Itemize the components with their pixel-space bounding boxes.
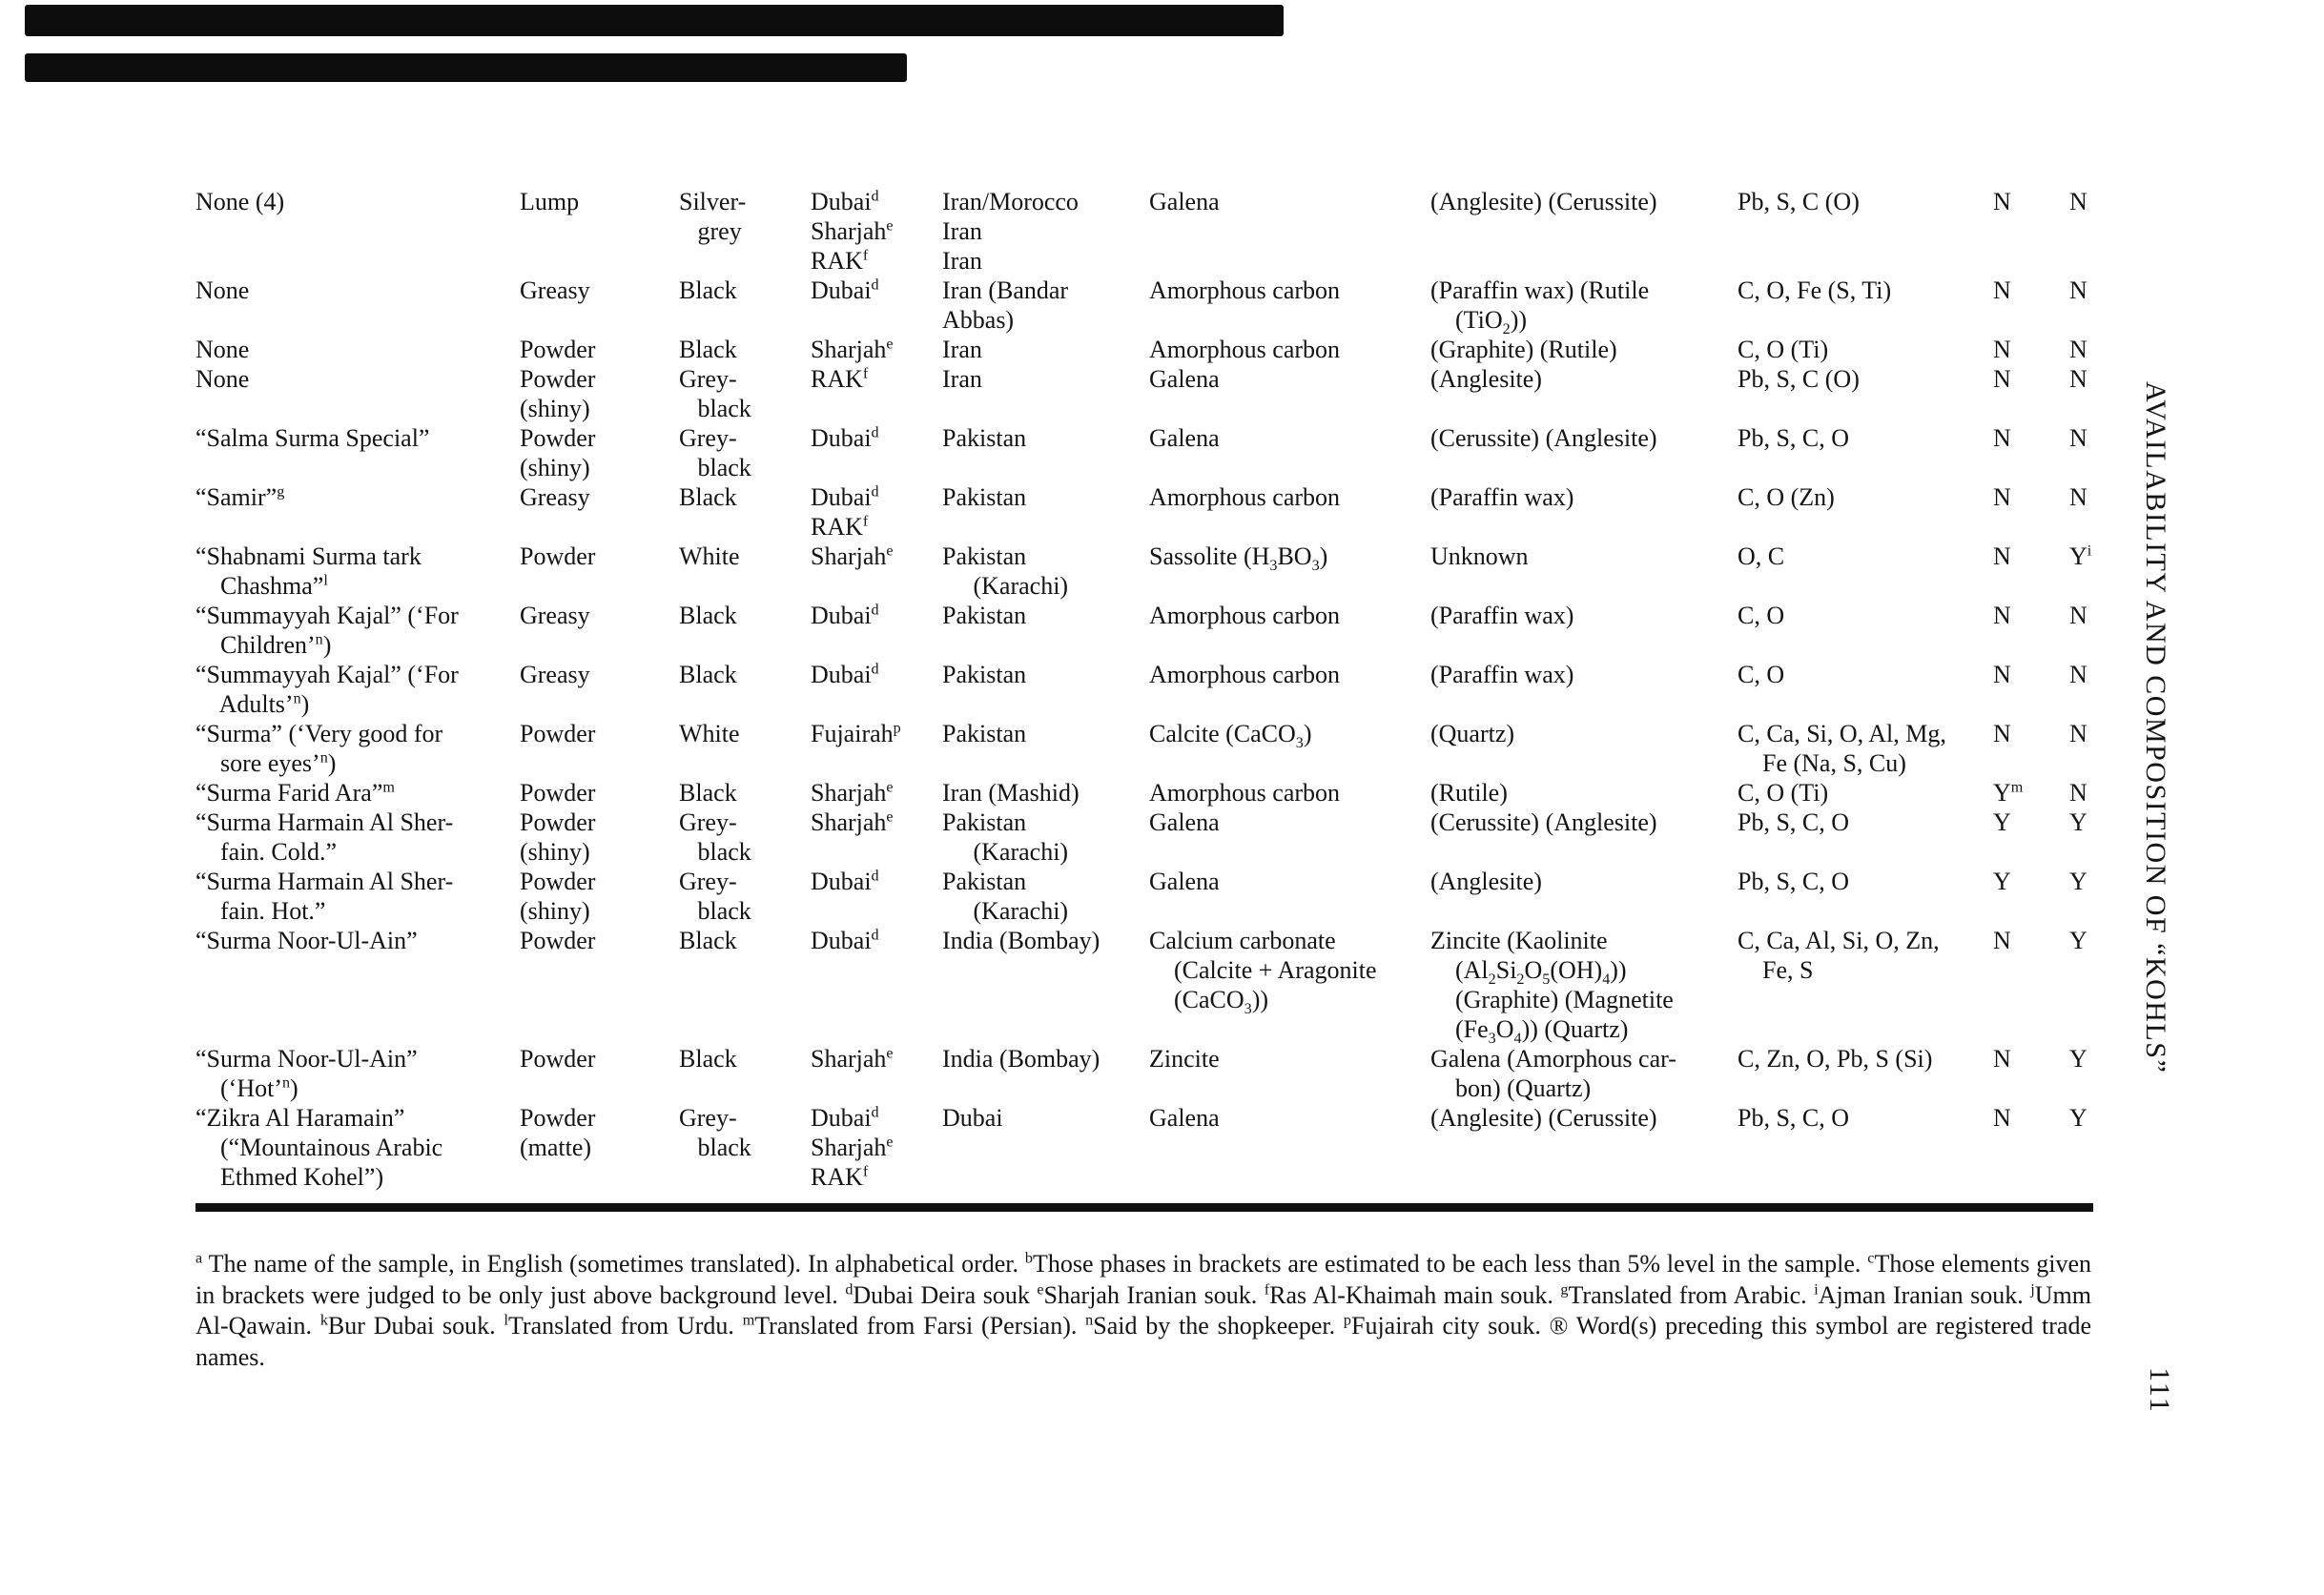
cell-source: Dubai$^d$ RAK$^f$ (811, 483, 879, 541)
cell-colour: Black (679, 927, 737, 954)
cell-flag2: N (2069, 779, 2087, 807)
cell-form: Powder (520, 927, 596, 954)
table-row (195, 187, 2127, 276)
cell-flag2: Y (2069, 808, 2087, 836)
cell-minor_phases: (Anglesite) (Cerussite) (1430, 1104, 1657, 1132)
table-row (195, 926, 2127, 1048)
cell-origin: Iran (942, 365, 982, 393)
cell-flag1: N (1993, 661, 2011, 688)
cell-flag1: N (1993, 1104, 2011, 1132)
cell-minor_phases: (Rutile) (1430, 779, 1508, 807)
cell-flag1: N (1993, 542, 2011, 570)
cell-flag1: N (1993, 188, 2011, 215)
cell-source: Fujairah$^p$ (811, 720, 901, 747)
table-row (195, 867, 2127, 926)
cell-origin: Pakistan (Karachi) (942, 868, 1069, 925)
cell-origin: Iran (942, 336, 982, 363)
table-row (195, 1103, 2127, 1192)
cell-flag1: $Y^m$ (1993, 779, 2024, 807)
cell-origin: India (Bombay) (942, 1045, 1100, 1073)
cell-elements: C, O (Ti) (1738, 779, 1829, 807)
cell-colour: Grey- black (679, 868, 751, 925)
cell-name: “Surma Harmain Al Sher- fain. Cold.” (195, 808, 454, 866)
cell-name: “Summayyah Kajal” (‘For Adults’$^n$) (195, 661, 459, 718)
cell-source: Sharjah$^e$ (811, 1045, 894, 1073)
cell-major_phase: Galena (1149, 424, 1220, 452)
cell-elements: C, O (1738, 602, 1785, 629)
cell-elements: Pb, S, C, O (1738, 1104, 1850, 1132)
cell-colour: Black (679, 661, 737, 688)
cell-minor_phases: Unknown (1430, 542, 1529, 570)
cell-name: “Summayyah Kajal” (‘For Children’$^n$) (195, 602, 459, 659)
cell-minor_phases: Zincite (Kaolinite $(Al_2Si_2O_5(OH)_4)$) (Graphite) (Magnetite $(Fe_3O_4)$) (Quartz) (1430, 927, 1674, 1048)
cell-elements: C, Ca, Al, Si, O, Zn, Fe, S (1738, 927, 1940, 984)
cell-major_phase: Sassolite $(H_3BO_3)$ (1149, 542, 1328, 575)
cell-flag2: N (2069, 483, 2087, 511)
cell-elements: Pb, S, C (O) (1738, 365, 1860, 393)
cell-source: Dubai$^d$ Sharjah$^e$ RAK$^f$ (811, 188, 894, 275)
table-row (195, 719, 2127, 778)
cell-minor_phases: (Cerussite) (Anglesite) (1430, 424, 1657, 452)
cell-form: Powder (520, 1045, 596, 1073)
cell-major_phase: Amorphous carbon (1149, 336, 1341, 363)
cell-flag1: N (1993, 336, 2011, 363)
cell-flag1: N (1993, 720, 2011, 747)
cell-name: “Surma Noor-Ul-Ain” (‘Hot’$^n$) (195, 1045, 418, 1102)
cell-major_phase: Galena (1149, 188, 1220, 215)
cell-flag2: N (2069, 424, 2087, 452)
cell-major_phase: Galena (1149, 808, 1220, 836)
cell-name: None (4) (195, 188, 285, 215)
cell-name: None (195, 336, 250, 363)
table-row (195, 423, 2127, 482)
cell-form: Powder (520, 720, 596, 747)
cell-colour: Black (679, 779, 737, 807)
cell-flag2: N (2069, 720, 2087, 747)
cell-name: “Zikra Al Haramain” (“Mountainous Arabic Ethmed Kohel”) (195, 1104, 443, 1191)
table-row (195, 808, 2127, 867)
cell-name: “Surma Harmain Al Sher- fain. Hot.” (195, 868, 454, 925)
cell-source: Sharjah$^e$ (811, 542, 894, 570)
cell-form: Powder (shiny) (520, 808, 596, 866)
cell-flag2: Y (2069, 927, 2087, 954)
cell-flag2: N (2069, 336, 2087, 363)
cell-colour: Black (679, 1045, 737, 1073)
cell-flag2: N (2069, 602, 2087, 629)
cell-major_phase: Galena (1149, 1104, 1220, 1132)
table-bottom-rule (195, 1203, 2093, 1212)
cell-flag1: N (1993, 424, 2011, 452)
cell-form: Greasy (520, 602, 590, 629)
cell-name: “Surma” (‘Very good for sore eyes’$^n$) (195, 720, 443, 777)
cell-flag2: Y (2069, 1104, 2087, 1132)
table-row (195, 276, 2127, 338)
cell-major_phase: Amorphous carbon (1149, 602, 1341, 629)
cell-source: Dubai$^d$ (811, 276, 879, 304)
cell-minor_phases: Galena (Amorphous car- bon) (Quartz) (1430, 1045, 1676, 1102)
cell-origin: Pakistan (942, 661, 1027, 688)
cell-minor_phases: (Anglesite) (1430, 365, 1542, 393)
cell-major_phase: Amorphous carbon (1149, 483, 1341, 511)
cell-form: Powder (520, 336, 596, 363)
cell-source: Sharjah$^e$ (811, 779, 894, 807)
cell-minor_phases: (Paraffin wax) (1430, 483, 1574, 511)
cell-colour: Grey- black (679, 808, 751, 866)
cell-colour: Black (679, 336, 737, 363)
cell-form: Powder (shiny) (520, 868, 596, 925)
table-row (195, 542, 2127, 601)
cell-source: RAK$^f$ (811, 365, 869, 393)
cell-colour: Grey- black (679, 424, 751, 481)
cell-major_phase: Galena (1149, 868, 1220, 895)
cell-elements: C, O, Fe (S, Ti) (1738, 276, 1892, 304)
cell-minor_phases: (Anglesite) (1430, 868, 1542, 895)
cell-major_phase: Amorphous carbon (1149, 276, 1341, 304)
cell-form: Lump (520, 188, 580, 215)
cell-source: Dubai$^d$ (811, 927, 879, 954)
table-row (195, 1044, 2127, 1103)
cell-colour: Black (679, 276, 737, 304)
scan-artifact-bar-second (25, 53, 907, 82)
cell-major_phase: Zincite (1149, 1045, 1220, 1073)
cell-elements: Pb, S, C, O (1738, 424, 1850, 452)
table-row (195, 601, 2127, 660)
cell-colour: White (679, 542, 740, 570)
cell-major_phase: Galena (1149, 365, 1220, 393)
cell-major_phase: Calcium carbonate (Calcite + Aragonite (CaCO$_3$)) (1149, 927, 1377, 1018)
cell-colour: Black (679, 483, 737, 511)
cell-flag1: N (1993, 1045, 2011, 1073)
cell-source: Dubai$^d$ Sharjah$^e$ RAK$^f$ (811, 1104, 894, 1191)
cell-form: Powder (520, 542, 596, 570)
cell-minor_phases: (Paraffin wax) (1430, 661, 1574, 688)
cell-flag2: N (2069, 188, 2087, 215)
cell-form: Powder (shiny) (520, 424, 596, 481)
cell-flag2: Y (2069, 868, 2087, 895)
running-title-vertical: AVAILABILITY AND COMPOSITION OF “KOHLS” (2140, 381, 2171, 1074)
cell-flag1: N (1993, 927, 2011, 954)
cell-major_phase: Calcite (CaCO$_3$) (1149, 720, 1312, 752)
cell-minor_phases: (Anglesite) (Cerussite) (1430, 188, 1657, 215)
cell-colour: White (679, 720, 740, 747)
cell-elements: C, O (1738, 661, 1785, 688)
cell-name: “Shabnami Surma tark Chashma”$^l$ (195, 542, 422, 600)
scan-artifact-bar-top (25, 5, 1284, 36)
cell-elements: C, O (Ti) (1738, 336, 1829, 363)
cell-source: Dubai$^d$ (811, 424, 879, 452)
cell-flag1: Y (1993, 868, 2011, 895)
table-row (195, 482, 2127, 542)
cell-flag2: N (2069, 276, 2087, 304)
cell-flag2: $Y^i$ (2069, 542, 2092, 570)
cell-flag2: N (2069, 661, 2087, 688)
cell-colour: Black (679, 602, 737, 629)
table-footnotes: $^a$ The name of the sample, in English (sometimes translated). In alphabetical order. $^b$Those phases in brackets are estimated to be each less than 5% level in the sample. $^c$Those elements given in brackets were judged to be only just above background level. $^d$Dubai Deira souk $^e$Sharjah Iranian souk. $^f$Ras Al-Khaimah main souk. $^g$Translated from Arabic. $^i$Ajman Iranian souk. $^j$Umm Al-Qawain. $^k$Bur Dubai souk. $^l$Translated from Urdu. $^m$Translated from Farsi (Persian). $^n$Said by the shopkeeper. $^p$Fujairah city souk. ® Word(s) preceding this symbol are registered trade names. (195, 1250, 2092, 1371)
cell-source: Sharjah$^e$ (811, 336, 894, 363)
cell-minor_phases: (Paraffin wax) (Rutile (TiO$_2$)) (1430, 276, 1650, 338)
cell-flag2: Y (2069, 1045, 2087, 1073)
table-row (195, 660, 2127, 719)
cell-form: Powder (shiny) (520, 365, 596, 422)
cell-elements: C, Ca, Si, O, Al, Mg, Fe (Na, S, Cu) (1738, 720, 1946, 777)
cell-elements: C, O (Zn) (1738, 483, 1835, 511)
cell-origin: Pakistan (942, 483, 1027, 511)
cell-major_phase: Amorphous carbon (1149, 779, 1341, 807)
cell-form: Greasy (520, 483, 590, 511)
cell-colour: Grey- black (679, 365, 751, 422)
cell-form: Powder (520, 779, 596, 807)
cell-flag1: N (1993, 483, 2011, 511)
cell-elements: O, C (1738, 542, 1785, 570)
cell-origin: Pakistan (Karachi) (942, 808, 1069, 866)
cell-form: Greasy (520, 661, 590, 688)
cell-origin: India (Bombay) (942, 927, 1100, 954)
cell-minor_phases: (Graphite) (Rutile) (1430, 336, 1617, 363)
cell-flag1: N (1993, 365, 2011, 393)
cell-elements: Pb, S, C (O) (1738, 188, 1860, 215)
cell-elements: Pb, S, C, O (1738, 808, 1850, 836)
table-row (195, 364, 2127, 423)
cell-origin: Pakistan (942, 602, 1027, 629)
cell-form: Powder (matte) (520, 1104, 596, 1161)
cell-minor_phases: (Quartz) (1430, 720, 1515, 747)
cell-flag1: N (1993, 276, 2011, 304)
cell-name: “Surma Farid Ara”$^m$ (195, 779, 395, 807)
cell-source: Dubai$^d$ (811, 661, 879, 688)
cell-origin: Dubai (942, 1104, 1003, 1132)
cell-origin: Iran (Bandar Abbas) (942, 276, 1069, 334)
cell-flag1: N (1993, 602, 2011, 629)
cell-elements: C, Zn, O, Pb, S (Si) (1738, 1045, 1933, 1073)
cell-name: “Salma Surma Special” (195, 424, 430, 452)
cell-source: Dubai$^d$ (811, 868, 879, 895)
cell-flag1: Y (1993, 808, 2011, 836)
cell-minor_phases: (Paraffin wax) (1430, 602, 1574, 629)
cell-minor_phases: (Cerussite) (Anglesite) (1430, 808, 1657, 836)
cell-colour: Grey- black (679, 1104, 751, 1161)
cell-origin: Pakistan (942, 720, 1027, 747)
cell-source: Sharjah$^e$ (811, 808, 894, 836)
table-row (195, 778, 2127, 808)
cell-name: “Surma Noor-Ul-Ain” (195, 927, 418, 954)
cell-colour: Silver- grey (679, 188, 747, 245)
cell-origin: Iran (Mashid) (942, 779, 1080, 807)
page-number: 111 (2144, 1367, 2175, 1414)
cell-major_phase: Amorphous carbon (1149, 661, 1341, 688)
cell-origin: Iran/Morocco Iran Iran (942, 188, 1079, 275)
table-row (195, 335, 2127, 364)
cell-origin: Pakistan (Karachi) (942, 542, 1069, 600)
cell-flag2: N (2069, 365, 2087, 393)
cell-name: None (195, 365, 250, 393)
cell-elements: Pb, S, C, O (1738, 868, 1850, 895)
cell-name: None (195, 276, 250, 304)
cell-origin: Pakistan (942, 424, 1027, 452)
cell-form: Greasy (520, 276, 590, 304)
cell-source: Dubai$^d$ (811, 602, 879, 629)
cell-name: “Samir”$^g$ (195, 483, 285, 511)
kohl-samples-table (195, 187, 2127, 1192)
